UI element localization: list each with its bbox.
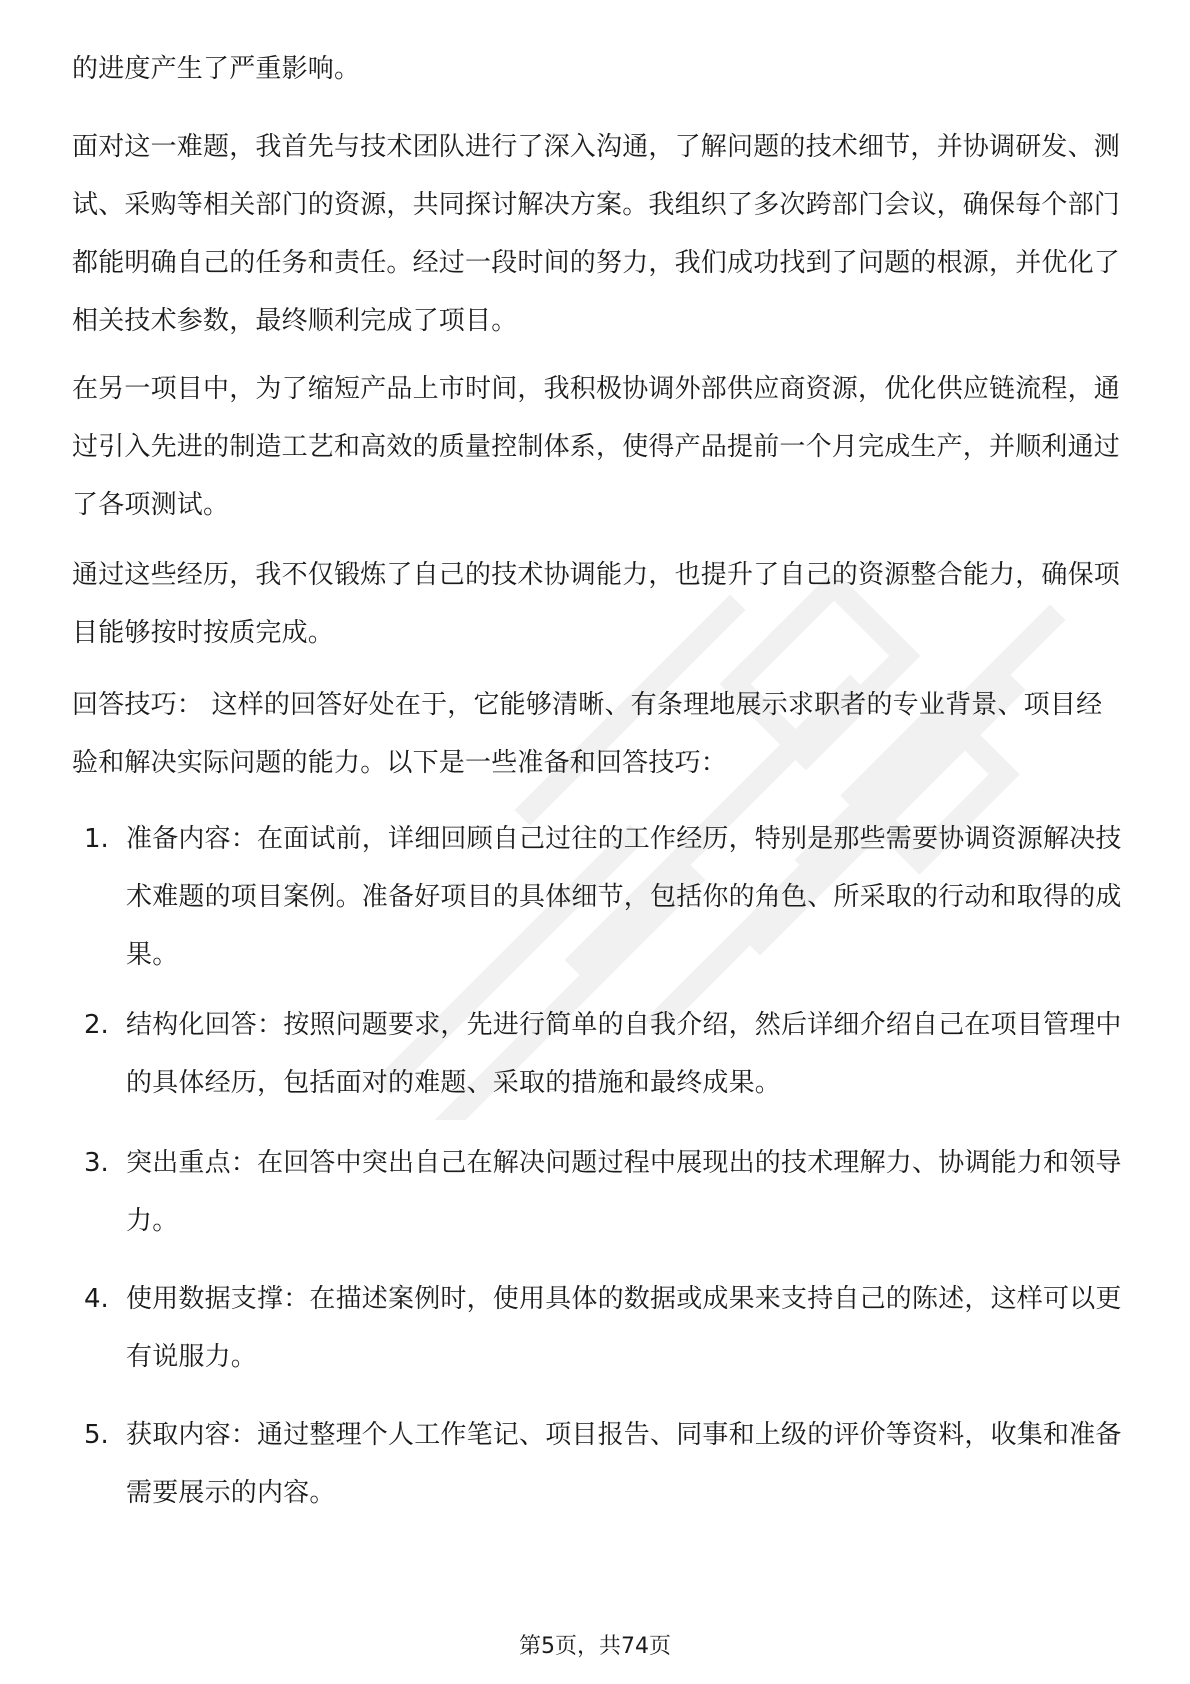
list-item (84, 1134, 1124, 1250)
list-item-text: 突出重点：在回答中突出自己在解决问题过程中展现出的技术理解力、协调能力和领导力。 (126, 1148, 1122, 1236)
list-item (84, 996, 1124, 1112)
list-item-text: 结构化回答：按照问题要求，先进行简单的自我介绍，然后详细介绍自己在项目管理中的具体经历，包括面对的难题、采取的措施和最终成果。 (126, 1010, 1122, 1098)
list-item-number: 3. (84, 1148, 109, 1178)
list-item (84, 810, 1124, 984)
paragraph-answer-tips: 回答技巧： 这样的回答好处在于，它能够清晰、有条理地展示求职者的专业背景、项目经验和解决实际问题的能力。以下是一些准备和回答技巧： (72, 690, 1103, 778)
list-item-text: 准备内容：在面试前，详细回顾自己过往的工作经历，特别是那些需要协调资源解决技术难题的项目案例。准备好项目的具体细节，包括你的角色、所采取的行动和取得的成果。 (126, 824, 1122, 970)
list-item (84, 1270, 1124, 1386)
list-item-number: 2. (84, 1010, 109, 1040)
paragraph-solution: 面对这一难题，我首先与技术团队进行了深入沟通，了解问题的技术细节，并协调研发、测试、采购等相关部门的资源，共同探讨解决方案。我组织了多次跨部门会议，确保每个部门都能明确自己的任务和责任。经过一段时间的努力，我们成功找到了问题的根源，并优化了相关技术参数，最终顺利完成了项目。 (72, 132, 1121, 336)
list-item-text: 使用数据支撑：在描述案例时，使用具体的数据或成果来支持自己的陈述，这样可以更有说服力。 (126, 1284, 1122, 1372)
list-item-number: 4. (84, 1284, 109, 1314)
list-item-number: 1. (84, 824, 109, 854)
list-item (84, 1406, 1124, 1522)
paragraph-summary: 通过这些经历，我不仅锻炼了自己的技术协调能力，也提升了自己的资源整合能力，确保项目能够按时按质完成。 (72, 560, 1121, 648)
paragraph-intro-continuation: 的进度产生了严重影响。 (72, 54, 361, 84)
paragraph-another-project: 在另一项目中，为了缩短产品上市时间，我积极协调外部供应商资源，优化供应链流程，通过引入先进的制造工艺和高效的质量控制体系，使得产品提前一个月完成生产，并顺利通过了各项测试。 (72, 374, 1121, 520)
page-number-footer: 第5页，共74页 (519, 1634, 671, 1659)
list-item-number: 5. (84, 1420, 109, 1450)
list-item-text: 获取内容：通过整理个人工作笔记、项目报告、同事和上级的评价等资料，收集和准备需要展示的内容。 (126, 1420, 1122, 1508)
